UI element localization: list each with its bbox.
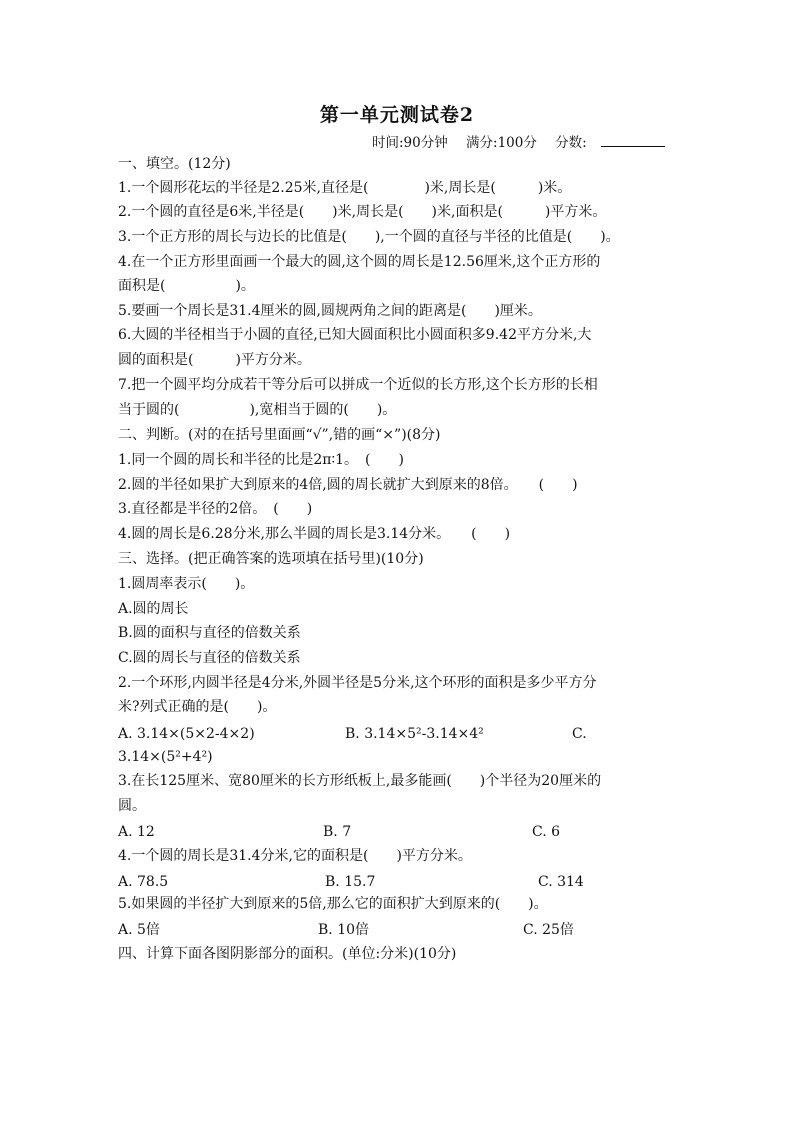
fill-q7-line1: 7.把一个圆平均分成若干等分后可以拼成一个近似的长方形,这个长方形的长相 (118, 377, 598, 393)
judge-q1: 1.同一个圆的周长和半径的比是2π∶1。 ( ) (118, 452, 404, 468)
choice-q3-line1: 3.在长125厘米、宽80厘米的长方形纸板上,最多能画( )个半径为20厘米的 (118, 773, 602, 789)
choice-q4-option-c: C. 314 (538, 874, 584, 890)
choice-q4-option-a: A. 78.5 (118, 874, 169, 890)
section-heading-choice: 三、选择。(把正确答案的选项填在括号里)(10分) (118, 551, 424, 567)
choice-q2-line2: 米?列式正确的是( )。 (118, 699, 277, 715)
choice-q5-option-a: A. 5倍 (118, 922, 160, 938)
fill-q1: 1.一个圆形花坛的半径是2.25米,直径是( )米,周长是( )米。 (118, 180, 572, 196)
choice-q1-option-a: A.圆的周长 (118, 601, 189, 617)
choice-q2-line1: 2.一个环形,内圆半径是4分米,外圆半径是5分米,这个环形的面积是多少平方分 (118, 675, 597, 691)
fill-q4-line2: 面积是( )。 (118, 278, 255, 294)
exam-meta (372, 131, 679, 151)
choice-q3-line2: 圆。 (118, 798, 146, 814)
fill-q7-line2: 当于圆的( ),宽相当于圆的( )。 (118, 402, 397, 418)
choice-q1-option-b: B.圆的面积与直径的倍数关系 (118, 625, 301, 641)
choice-q3-option-c: C. 6 (532, 824, 561, 840)
section-heading-fill: 一、填空。(12分) (118, 156, 231, 172)
choice-q2-option-c: C. (572, 726, 587, 742)
section-heading-judge: 二、判断。(对的在括号里面画“√”,错的画“×”)(8分) (118, 427, 441, 443)
fill-q4-line1: 4.在一个正方形里面画一个最大的圆,这个圆的周长是12.56厘米,这个正方形的 (118, 254, 601, 270)
time-limit: 时间:90分钟 (372, 135, 448, 151)
choice-q2-option-b: B. 3.14×5²-3.14×4² (345, 726, 484, 742)
choice-q5-option-b: B. 10倍 (318, 922, 370, 938)
choice-q3-option-b: B. 7 (323, 824, 352, 840)
score-label: 分数: (555, 135, 587, 151)
choice-q5-option-c: C. 25倍 (523, 922, 574, 938)
page-title: 第一单元测试卷2 (319, 104, 475, 126)
choice-q3-option-a: A. 12 (118, 824, 155, 840)
fill-q6-line1: 6.大圆的半径相当于小圆的直径,已知大圆面积比小圆面积多9.42平方分米,大 (118, 327, 592, 343)
choice-q2-option-c-cont: 3.14×(5²+4²) (118, 749, 213, 765)
choice-q5: 5.如果圆的半径扩大到原来的5倍,那么它的面积扩大到原来的( )。 (118, 896, 548, 912)
choice-q1: 1.圆周率表示( )。 (118, 576, 255, 592)
full-score: 满分:100分 (466, 135, 537, 151)
choice-q4-option-b: B. 15.7 (325, 874, 376, 890)
fill-q5: 5.要画一个周长是31.4厘米的圆,圆规两角之间的距离是( )厘米。 (118, 303, 542, 319)
choice-q1-option-c: C.圆的周长与直径的倍数关系 (118, 650, 301, 666)
section-heading-shaded-area: 四、计算下面各图阴影部分的面积。(单位:分米)(10分) (118, 946, 457, 962)
judge-q2: 2.圆的半径如果扩大到原来的4倍,圆的周长就扩大到原来的8倍。 ( ) (118, 477, 578, 493)
judge-q4: 4.圆的周长是6.28分米,那么半圆的周长是3.14分米。 ( ) (118, 526, 511, 542)
fill-q3: 3.一个正方形的周长与边长的比值是( ),一个圆的直径与半径的比值是( )。 (118, 229, 620, 245)
choice-q4: 4.一个圆的周长是31.4分米,它的面积是( )平方分米。 (118, 848, 472, 864)
fill-q2: 2.一个圆的直径是6米,半径是( )米,周长是( )米,面积是( )平方米。 (118, 204, 607, 220)
fill-q6-line2: 圆的面积是( )平方分米。 (118, 352, 311, 368)
choice-q2-option-a: A. 3.14×(5×2-4×2) (118, 726, 255, 742)
judge-q3: 3.直径都是半径的2倍。 ( ) (118, 501, 313, 517)
score-blank[interactable] (601, 133, 665, 147)
